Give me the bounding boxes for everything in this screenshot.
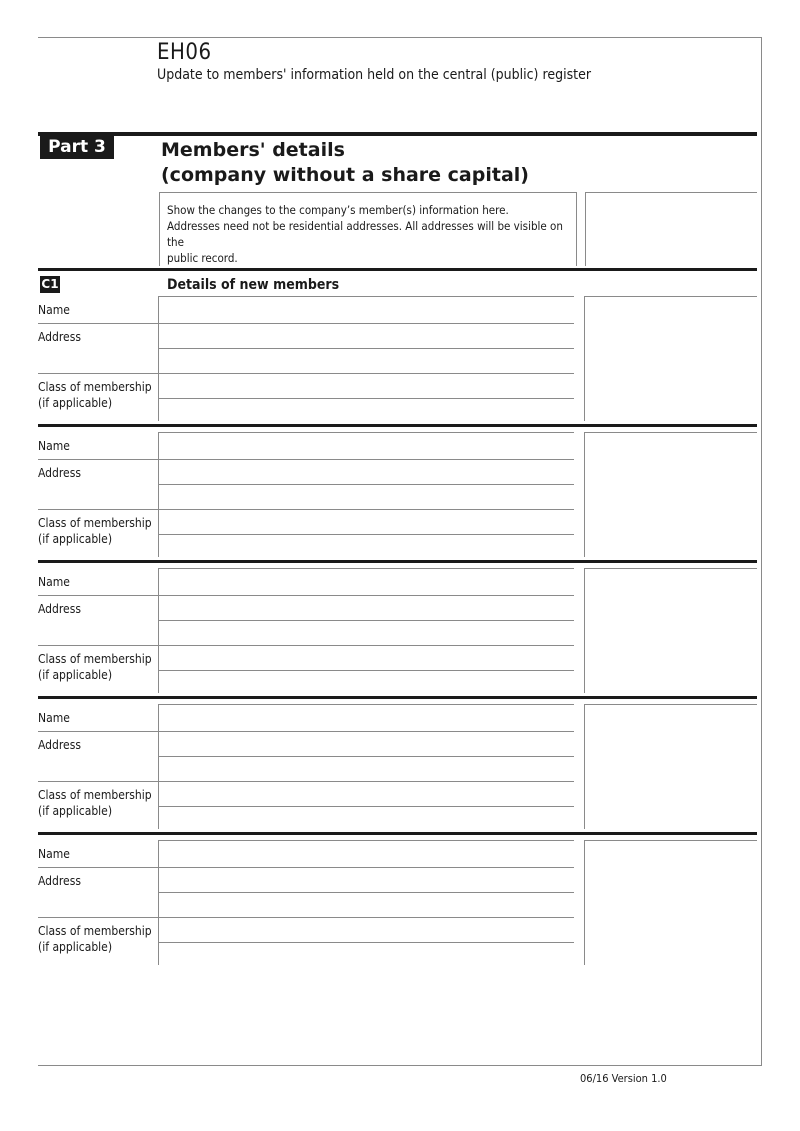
member-divider: [38, 424, 757, 427]
label-separator: [38, 731, 158, 732]
address-field-line1[interactable]: [158, 597, 578, 621]
class-label-line2: (if applicable): [38, 396, 113, 410]
field-top-line: [158, 781, 574, 782]
label-separator: [38, 781, 158, 782]
part-heading-line1: Members' details: [161, 139, 345, 161]
section-divider: [38, 268, 757, 271]
page-bottom-border: [38, 1065, 762, 1066]
label-separator: [38, 373, 158, 374]
form-title: Update to members' information held on the central (public) register: [157, 67, 592, 83]
member-divider: [38, 832, 757, 835]
guidance-top-line: [585, 192, 757, 193]
name-label: Name: [38, 711, 70, 725]
address-field-line1[interactable]: [158, 733, 578, 757]
field-top-line: [158, 620, 574, 621]
guidance-top-line: [584, 704, 757, 705]
field-top-line: [158, 756, 574, 757]
class-label-line1: Class of membership: [38, 652, 152, 666]
guidance-left-line: [584, 840, 585, 965]
class-field-line1[interactable]: [158, 783, 578, 807]
footer-version: 06/16 Version 1.0: [580, 1072, 667, 1085]
field-top-line: [158, 398, 574, 399]
address-field-line2[interactable]: [158, 758, 578, 782]
field-top-line: [158, 917, 574, 918]
guidance-left-line: [584, 296, 585, 421]
address-field-line1[interactable]: [158, 461, 578, 485]
part-badge: Part 3: [40, 136, 114, 159]
class-field-line2[interactable]: [158, 944, 578, 968]
address-field-line2[interactable]: [158, 894, 578, 918]
notes-line1: Show the changes to the company’s member(s) information here.: [167, 203, 509, 217]
address-field-line1[interactable]: [158, 325, 578, 349]
address-label: Address: [38, 602, 81, 616]
field-top-line: [158, 568, 574, 569]
guidance-left-line: [584, 432, 585, 557]
field-top-line: [158, 373, 574, 374]
class-field-line1[interactable]: [158, 511, 578, 535]
name-label: Name: [38, 303, 70, 317]
guidance-left-line: [584, 568, 585, 693]
field-top-line: [158, 509, 574, 510]
name-field[interactable]: [158, 706, 578, 730]
name-field[interactable]: [158, 298, 578, 322]
field-top-line: [158, 484, 574, 485]
part-divider: [38, 132, 757, 136]
field-top-line: [158, 892, 574, 893]
address-field-line2[interactable]: [158, 350, 578, 374]
label-separator: [38, 917, 158, 918]
field-top-line: [158, 459, 574, 460]
class-field-line2[interactable]: [158, 400, 578, 424]
member-divider: [38, 696, 757, 699]
class-label-line2: (if applicable): [38, 940, 113, 954]
field-top-line: [158, 595, 574, 596]
field-top-line: [158, 840, 574, 841]
name-field[interactable]: [158, 842, 578, 866]
class-label-line1: Class of membership: [38, 380, 152, 394]
class-field-line1[interactable]: [158, 919, 578, 943]
class-field-line2[interactable]: [158, 808, 578, 832]
address-field-line2[interactable]: [158, 622, 578, 646]
guidance-left-line: [585, 192, 586, 266]
field-top-line: [158, 645, 574, 646]
field-top-line: [158, 348, 574, 349]
notes-line3: public record.: [167, 251, 238, 265]
section-title: Details of new members: [167, 277, 340, 293]
member-divider: [38, 560, 757, 563]
class-field-line1[interactable]: [158, 375, 578, 399]
label-separator: [38, 509, 158, 510]
field-top-line: [158, 323, 574, 324]
field-top-line: [158, 432, 574, 433]
address-label: Address: [38, 330, 81, 344]
field-top-line: [158, 704, 574, 705]
class-field-line2[interactable]: [158, 536, 578, 560]
class-label-line1: Class of membership: [38, 788, 152, 802]
field-top-line: [158, 942, 574, 943]
label-separator: [38, 867, 158, 868]
field-top-line: [158, 867, 574, 868]
guidance-top-line: [584, 432, 757, 433]
page-right-border: [761, 37, 762, 1066]
notes-left-line: [159, 192, 160, 266]
class-label-line1: Class of membership: [38, 924, 152, 938]
name-field[interactable]: [158, 434, 578, 458]
class-field-line2[interactable]: [158, 672, 578, 696]
field-top-line: [158, 670, 574, 671]
field-top-line: [158, 731, 574, 732]
guidance-top-line: [584, 568, 757, 569]
field-top-line: [158, 806, 574, 807]
field-top-line: [158, 534, 574, 535]
address-field-line1[interactable]: [158, 869, 578, 893]
part-heading-line2: (company without a share capital): [161, 164, 529, 186]
page-top-border: [38, 37, 762, 38]
address-label: Address: [38, 466, 81, 480]
part-heading: [161, 138, 529, 188]
label-separator: [38, 645, 158, 646]
class-label-line2: (if applicable): [38, 804, 113, 818]
notes-top-line: [159, 192, 576, 193]
class-label-line1: Class of membership: [38, 516, 152, 530]
guidance-left-line: [584, 704, 585, 829]
notes-line2: Addresses need not be residential addresses. All addresses will be visible on the: [167, 219, 563, 249]
name-label: Name: [38, 575, 70, 589]
class-label-line2: (if applicable): [38, 668, 113, 682]
class-field-line1[interactable]: [158, 647, 578, 671]
part-notes: [167, 202, 577, 266]
class-label-line2: (if applicable): [38, 532, 113, 546]
name-label: Name: [38, 439, 70, 453]
address-label: Address: [38, 874, 81, 888]
guidance-top-line: [584, 840, 757, 841]
label-separator: [38, 323, 158, 324]
address-field-line2[interactable]: [158, 486, 578, 510]
section-badge: C1: [41, 277, 59, 291]
form-code: EH06: [157, 40, 212, 65]
label-separator: [38, 459, 158, 460]
address-label: Address: [38, 738, 81, 752]
name-field[interactable]: [158, 570, 578, 594]
guidance-top-line: [584, 296, 757, 297]
name-label: Name: [38, 847, 70, 861]
field-top-line: [158, 296, 574, 297]
label-separator: [38, 595, 158, 596]
